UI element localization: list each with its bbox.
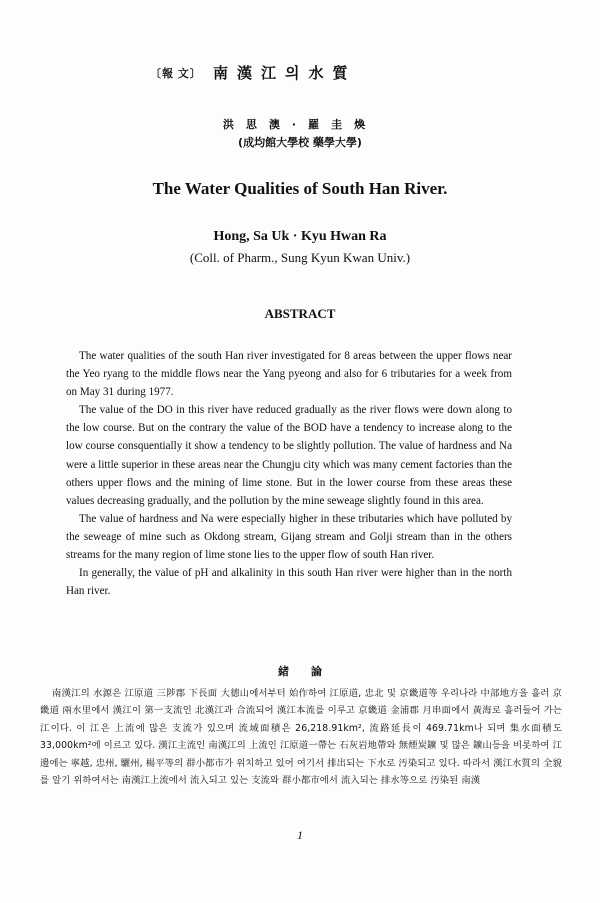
affiliation-english: (Coll. of Pharm., Sung Kyun Kwan Univ.) <box>189 250 411 265</box>
korean-title: 南漢江의水質 <box>213 64 357 82</box>
abstract-body <box>66 347 512 600</box>
abstract-paragraph: The value of the DO in this river have reduced gradually as the river flows were down along to the low course. But on the contrary the value of the BOD have a tendency to increase along to the low course consquentially it show a tendency to be slightly pollution. The value of hardness and Na were a little superior in these areas near the Chungju city which was many cement factories than the others upper flows and the mining of lime stone. But in the lower course from these areas these values decreasing gradually, and the pollution by the mine seweage slightly found in this area. <box>66 404 512 507</box>
abstract-paragraph: The value of hardness and Na were especially higher in these tributaries which have polluted by the seweage of mine such as Okdong stream, Gijang stream and Golji stream than in the others streams for the many region of lime stone lies to the upper flow of south Han river. <box>66 512 512 562</box>
abstract-paragraph: In generally, the value of pH and alkalinity in this south Han river were higher than in the north Han river. <box>66 567 512 598</box>
introduction-body: 南漢江의 水源은 江原道 三陟郡 下長面 大德山에서부터 始作하여 江原道, 忠北 및 京畿道等 우리나라 中部地方을 흘러 京畿道 兩水里에서 漢江이 第一支流인 北漢江과 合流되어 漢江本流를 이루고 京畿道 金浦郡 月串面에서 黃海로 흘러들어 가는 江이다. 이 江은 上流에 많은 支流가 있으며 流域面積은 26,218.91km², 流路延長이 469.71km나 되며 集水面積도 33,000km²에 이르고 있다. 漢江主流인 南漢江의 上流인 江原道一帶는 石灰岩地帶와 無煙炭鑛 및 많은 鑛山등을 비롯하여 江邊에는 寧越, 忠州, 驪州, 楊平等의 群小都市가 위치하고 있어 여기서 排出되는 下水로 汚染되고 있다. 따라서 漢江水質의 全貌를 알기 위하여서는 南漢江上流에서 流入되고 있는 支流와 群小都市에서 流入되는 排水等으로 汚染된 南漢 <box>40 688 562 787</box>
section-heading-introduction: 緒論 <box>278 665 344 678</box>
english-title: The Water Qualities of South Han River. <box>152 179 448 198</box>
authors-korean: 洪思澳·羅圭煥 <box>222 118 378 131</box>
report-label: 〔報 文〕 <box>150 68 202 80</box>
header-row <box>0 62 600 84</box>
abstract-paragraph: The water qualities of the south Han river investigated for 8 areas between the upper flows near the Yeo ryang to the middle flows near the Yang pyeong and also for 6 tributaries for a week from on May 31 during 1977. <box>66 350 512 399</box>
abstract-heading: ABSTRACT <box>264 306 336 321</box>
page-number: 1 <box>297 828 303 842</box>
authors-english: Hong, Sa Uk · Kyu Hwan Ra <box>213 229 387 244</box>
affiliation-korean: (成均館大學校 藥學大學) <box>238 136 362 149</box>
